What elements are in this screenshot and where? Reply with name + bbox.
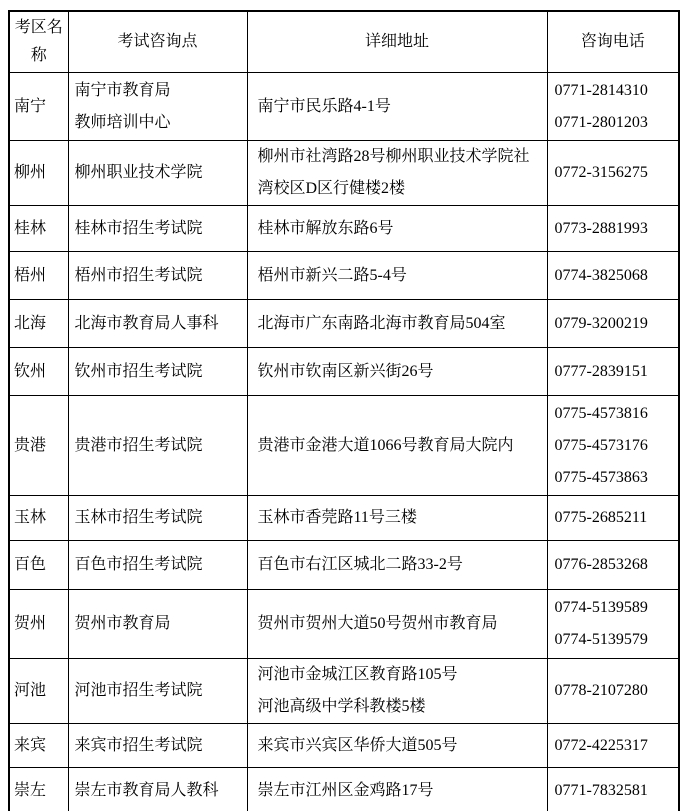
text-line: 贺州市贺州大道50号贺州市教育局 <box>257 615 498 632</box>
column-header-consult-point: 考试咨询点 <box>68 11 247 73</box>
address-cell <box>247 348 547 396</box>
text-line: 0771-7832581 <box>554 782 648 800</box>
district-cell: 桂林 <box>9 206 68 252</box>
text-line: 0772-3156275 <box>554 164 648 181</box>
text-line: 北海市广东南路北海市教育局504室 <box>257 314 506 332</box>
text-line: 钦州市钦南区新兴街26号 <box>257 362 434 380</box>
text-line: 教师培训中心 <box>74 113 171 131</box>
phone-cell <box>547 141 679 206</box>
table-row <box>9 590 679 659</box>
table-row <box>9 73 679 141</box>
phone-cell <box>547 541 679 590</box>
address-cell <box>247 768 547 811</box>
table-row <box>9 724 679 768</box>
text-line: 0771-2814310 <box>554 81 648 99</box>
district-cell: 河池 <box>9 659 68 724</box>
consult-point-cell <box>68 724 247 768</box>
consult-point-cell <box>68 348 247 396</box>
text-line: 0776-2853268 <box>554 556 648 573</box>
consult-point-cell <box>68 541 247 590</box>
address-cell <box>247 206 547 252</box>
district-cell: 崇左 <box>9 768 68 811</box>
phone-cell <box>547 300 679 348</box>
address-cell <box>247 496 547 541</box>
text-line: 来宾市兴宾区华侨大道505号 <box>257 736 458 754</box>
consult-point-cell <box>68 396 247 496</box>
text-line: 0779-3200219 <box>554 314 648 332</box>
text-line: 北海市教育局人事科 <box>74 314 219 332</box>
district-cell: 钦州 <box>9 348 68 396</box>
text-line: 玉林市招生考试院 <box>74 509 203 526</box>
consult-point-cell <box>68 252 247 300</box>
text-line: 钦州市招生考试院 <box>74 362 203 380</box>
text-line: 桂林市解放东路6号 <box>257 219 394 237</box>
table-row <box>9 348 679 396</box>
text-line: 崇左市江州区金鸡路17号 <box>257 782 434 800</box>
phone-cell <box>547 252 679 300</box>
address-cell <box>247 300 547 348</box>
text-line: 贵港市金港大道1066号教育局大院内 <box>257 436 514 454</box>
table-row <box>9 300 679 348</box>
consult-point-cell <box>68 73 247 141</box>
text-line: 0774-5139589 <box>554 599 648 616</box>
table-row <box>9 768 679 811</box>
text-line: 0775-4573176 <box>554 436 648 454</box>
column-header-phone: 咨询电话 <box>547 11 679 73</box>
phone-cell <box>547 590 679 659</box>
phone-cell <box>547 724 679 768</box>
address-cell <box>247 541 547 590</box>
text-line: 河池高级中学科教楼5楼 <box>257 698 426 715</box>
text-line: 河池市招生考试院 <box>74 682 203 699</box>
phone-cell <box>547 206 679 252</box>
text-line: 梧州市招生考试院 <box>74 266 203 284</box>
table-row <box>9 252 679 300</box>
address-cell <box>247 590 547 659</box>
consult-point-cell <box>68 300 247 348</box>
phone-cell <box>547 73 679 141</box>
text-line: 0775-4573816 <box>554 404 648 422</box>
text-line: 0778-2107280 <box>554 682 648 699</box>
phone-cell <box>547 496 679 541</box>
table-row <box>9 496 679 541</box>
text-line: 百色市右江区城北二路33-2号 <box>257 556 463 573</box>
district-cell: 贺州 <box>9 590 68 659</box>
text-line: 玉林市香莞路11号三楼 <box>257 509 417 526</box>
phone-cell <box>547 659 679 724</box>
district-cell: 百色 <box>9 541 68 590</box>
table-row <box>9 141 679 206</box>
header-row <box>9 11 679 73</box>
text-line: 0777-2839151 <box>554 362 648 380</box>
text-line: 贵港市招生考试院 <box>74 436 203 454</box>
consult-point-cell <box>68 141 247 206</box>
column-header-address: 详细地址 <box>247 11 547 73</box>
table-row <box>9 659 679 724</box>
address-cell <box>247 141 547 206</box>
table-body <box>9 73 679 811</box>
consult-point-cell <box>68 659 247 724</box>
text-line: 0774-5139579 <box>554 631 648 648</box>
phone-cell <box>547 768 679 811</box>
district-cell: 北海 <box>9 300 68 348</box>
text-line: 0775-2685211 <box>554 509 648 526</box>
text-line: 0774-3825068 <box>554 266 648 284</box>
district-cell: 梧州 <box>9 252 68 300</box>
text-line: 崇左市教育局人教科 <box>74 782 219 800</box>
text-line: 柳州职业技术学院 <box>74 164 203 181</box>
table-row <box>9 396 679 496</box>
column-header-district: 考区名称 <box>9 11 68 73</box>
text-line: 0773-2881993 <box>554 219 648 237</box>
consult-point-cell <box>68 206 247 252</box>
address-cell <box>247 396 547 496</box>
text-line: 南宁市教育局 <box>74 81 171 99</box>
exam-consultation-table <box>8 10 680 811</box>
text-line: 0772-4225317 <box>554 736 648 754</box>
text-line: 百色市招生考试院 <box>74 556 203 573</box>
district-cell: 来宾 <box>9 724 68 768</box>
phone-cell <box>547 396 679 496</box>
district-cell: 柳州 <box>9 141 68 206</box>
consult-point-cell <box>68 590 247 659</box>
phone-cell <box>547 348 679 396</box>
address-cell <box>247 73 547 141</box>
text-line: 桂林市招生考试院 <box>74 219 203 237</box>
text-line: 0775-4573863 <box>554 468 648 486</box>
table-row <box>9 541 679 590</box>
address-cell <box>247 252 547 300</box>
district-cell: 贵港 <box>9 396 68 496</box>
text-line: 南宁市民乐路4-1号 <box>257 97 391 115</box>
district-cell: 南宁 <box>9 73 68 141</box>
text-line: 0771-2801203 <box>554 113 648 131</box>
text-line: 柳州市社湾路28号柳州职业技术学院社 <box>257 148 530 165</box>
district-cell: 玉林 <box>9 496 68 541</box>
text-line: 来宾市招生考试院 <box>74 736 203 754</box>
consult-point-cell <box>68 768 247 811</box>
text-line: 河池市金城江区教育路105号 <box>257 666 458 683</box>
address-cell <box>247 724 547 768</box>
address-cell <box>247 659 547 724</box>
consult-point-cell <box>68 496 247 541</box>
text-line: 贺州市教育局 <box>74 615 171 632</box>
text-line: 梧州市新兴二路5-4号 <box>257 266 407 284</box>
table-row <box>9 206 679 252</box>
text-line: 湾校区D区行健楼2楼 <box>257 180 406 197</box>
